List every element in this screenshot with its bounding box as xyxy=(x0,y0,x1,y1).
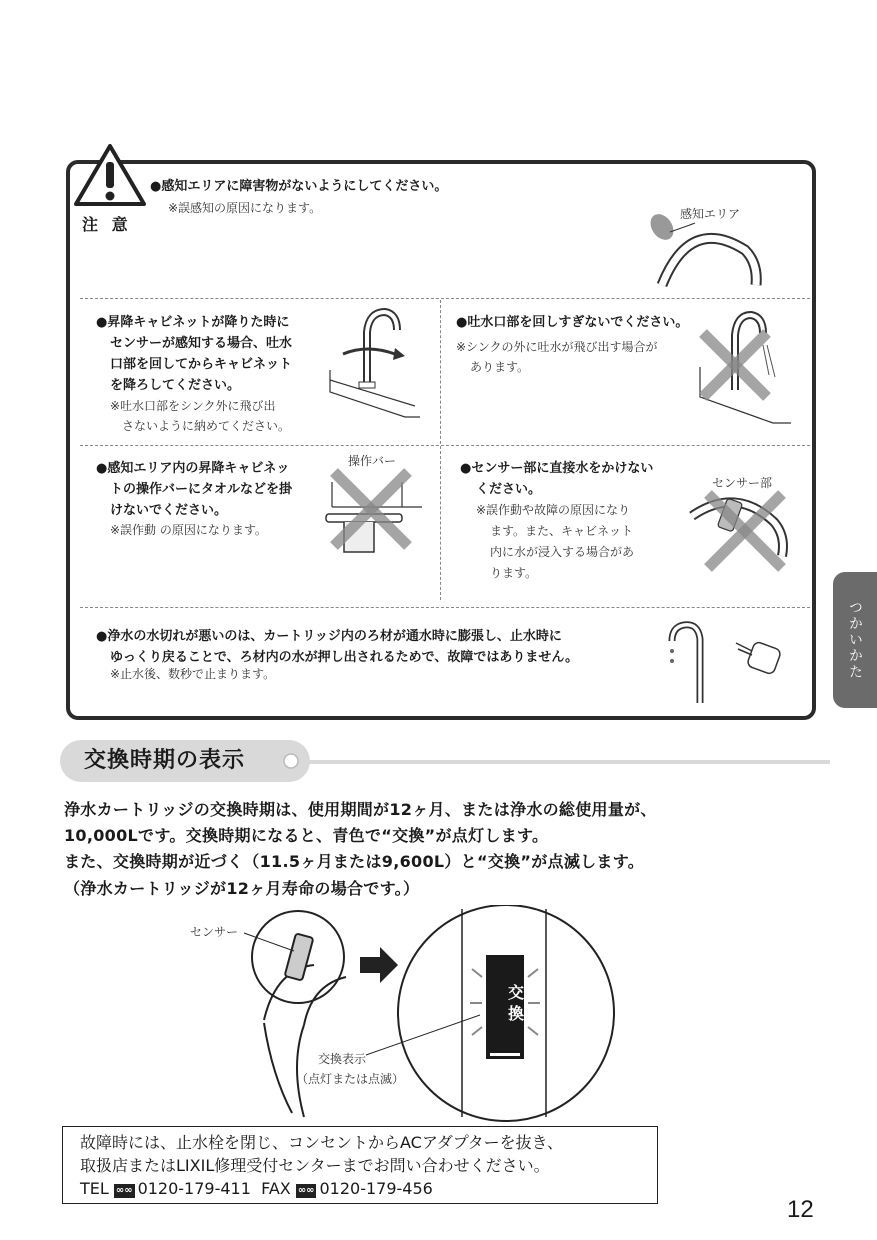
caution-point-1-note: ※誤感知の原因になります。 xyxy=(168,201,322,215)
exchange-display-sublabel: （点灯または点滅） xyxy=(296,1072,405,1086)
caution-point-2-line-3: 口部を回してからキャビネット xyxy=(110,357,293,372)
caution-point-2-line-4: を降ろしてください。 xyxy=(110,378,241,393)
divider xyxy=(80,298,810,299)
contact-line-1: 故障時には、止水栓を閉じ、コンセントからACアダプターを抜き、 xyxy=(80,1133,563,1152)
towel-on-bar-figure xyxy=(322,462,426,570)
caution-point-4-line-1: ●感知エリア内の昇降キャビネッ xyxy=(96,461,290,476)
free-dial-icon: ∞∞ xyxy=(297,1185,315,1196)
section-body-line-2: 10,000Lです。交換時期になると、青色で“交換”が点灯します。 xyxy=(64,826,549,845)
divider xyxy=(80,445,810,446)
caution-point-2-line-2: センサーが感知する場合、吐水 xyxy=(110,336,293,351)
caution-point-2-note-2: さないように納めてください。 xyxy=(122,419,291,433)
tel-label: TEL xyxy=(80,1179,109,1198)
section-rule xyxy=(300,760,830,764)
exchange-display-label: 交換表示 xyxy=(318,1052,367,1066)
free-dial-icon: ∞∞ xyxy=(115,1185,133,1196)
section-body-line-1: 浄水カートリッジの交換時期は、使用期間が12ヶ月、または浄水の総使用量が、 xyxy=(64,800,657,819)
caution-point-4-note: ※誤作動 の原因になります。 xyxy=(110,523,267,537)
caution-label: 注 意 xyxy=(82,215,132,234)
water-on-sensor-figure xyxy=(686,486,796,582)
rotate-spout-faucet-figure xyxy=(325,302,425,427)
section-body-line-4: （浄水カートリッジが12ヶ月寿命の場合です。） xyxy=(64,879,420,898)
tel-number[interactable]: 0120-179-411 xyxy=(137,1179,251,1198)
caution-point-6-line-1: ●浄水の水切れが悪いのは、カートリッジ内のろ材が通水時に膨張し、止水時に xyxy=(96,629,562,644)
side-tab-usage[interactable]: つかいかた xyxy=(833,572,877,708)
caution-point-6-note: ※止水後、数秒で止まります。 xyxy=(110,667,276,681)
divider xyxy=(440,300,441,600)
caution-point-5-note-1: ※誤作動や故障の原因になり xyxy=(476,503,631,517)
contact-line-2: 取扱店またはLIXIL修理受付センターまでお問い合わせください。 xyxy=(80,1156,550,1175)
contact-phone-row xyxy=(80,1178,433,1200)
caution-point-4-line-2: トの操作バーにタオルなどを掛 xyxy=(110,482,293,497)
caution-point-3-title: ●吐水口部を回しすぎないでください。 xyxy=(456,315,689,330)
sensor-label: センサー xyxy=(190,925,239,939)
cartridge-icon xyxy=(732,635,784,680)
caution-point-5-note-3: 内に水が浸入する場合があ xyxy=(490,545,635,559)
caution-point-3-note-2: あります。 xyxy=(470,360,530,374)
caution-point-5-note-4: ります。 xyxy=(490,566,538,580)
section-title: 交換時期の表示 xyxy=(84,748,246,773)
caution-point-2-line-1: ●昇降キャビネットが降りた時に xyxy=(96,315,290,330)
fax-number: 0120-179-456 xyxy=(319,1179,433,1198)
over-rotate-spout-figure xyxy=(695,305,795,430)
page-number: 12 xyxy=(787,1196,814,1223)
warning-triangle-icon xyxy=(72,142,148,210)
sensing-area-label: 感知エリア xyxy=(680,207,741,221)
operation-bar-label: 操作バー xyxy=(348,454,397,468)
fax-label: FAX xyxy=(261,1179,291,1198)
divider xyxy=(80,607,810,608)
display-text-2: 換 xyxy=(507,1004,524,1023)
caution-point-5-line-1: ●センサー部に直接水をかけない xyxy=(460,461,654,476)
drip-faucet-figure xyxy=(660,615,720,710)
caution-point-5-line-2: ください。 xyxy=(476,482,542,497)
section-body-line-3: また、交換時期が近づく（11.5ヶ月または9,600L）と“交換”が点滅します。 xyxy=(64,852,645,871)
exchange-indicator-figure xyxy=(180,905,630,1125)
sensor-part-label: センサー部 xyxy=(712,476,773,490)
caution-point-6-line-2: ゆっくり戻ることで、ろ材内の水が押し出されるためで、故障ではありません。 xyxy=(110,650,579,665)
caution-point-1-title: ●感知エリアに障害物がないようにしてください。 xyxy=(150,179,448,194)
caution-point-5-note-2: ます。また、キャビネット xyxy=(490,524,634,538)
bullet-dot-icon xyxy=(282,752,300,770)
caution-point-2-note-1: ※吐水口部をシンク外に飛び出 xyxy=(110,399,276,413)
display-text-1: 交 xyxy=(507,983,524,1002)
caution-point-3-note-1: ※シンクの外に吐水が飛び出す場合が xyxy=(456,340,658,354)
caution-point-4-line-3: けないでください。 xyxy=(110,503,228,518)
